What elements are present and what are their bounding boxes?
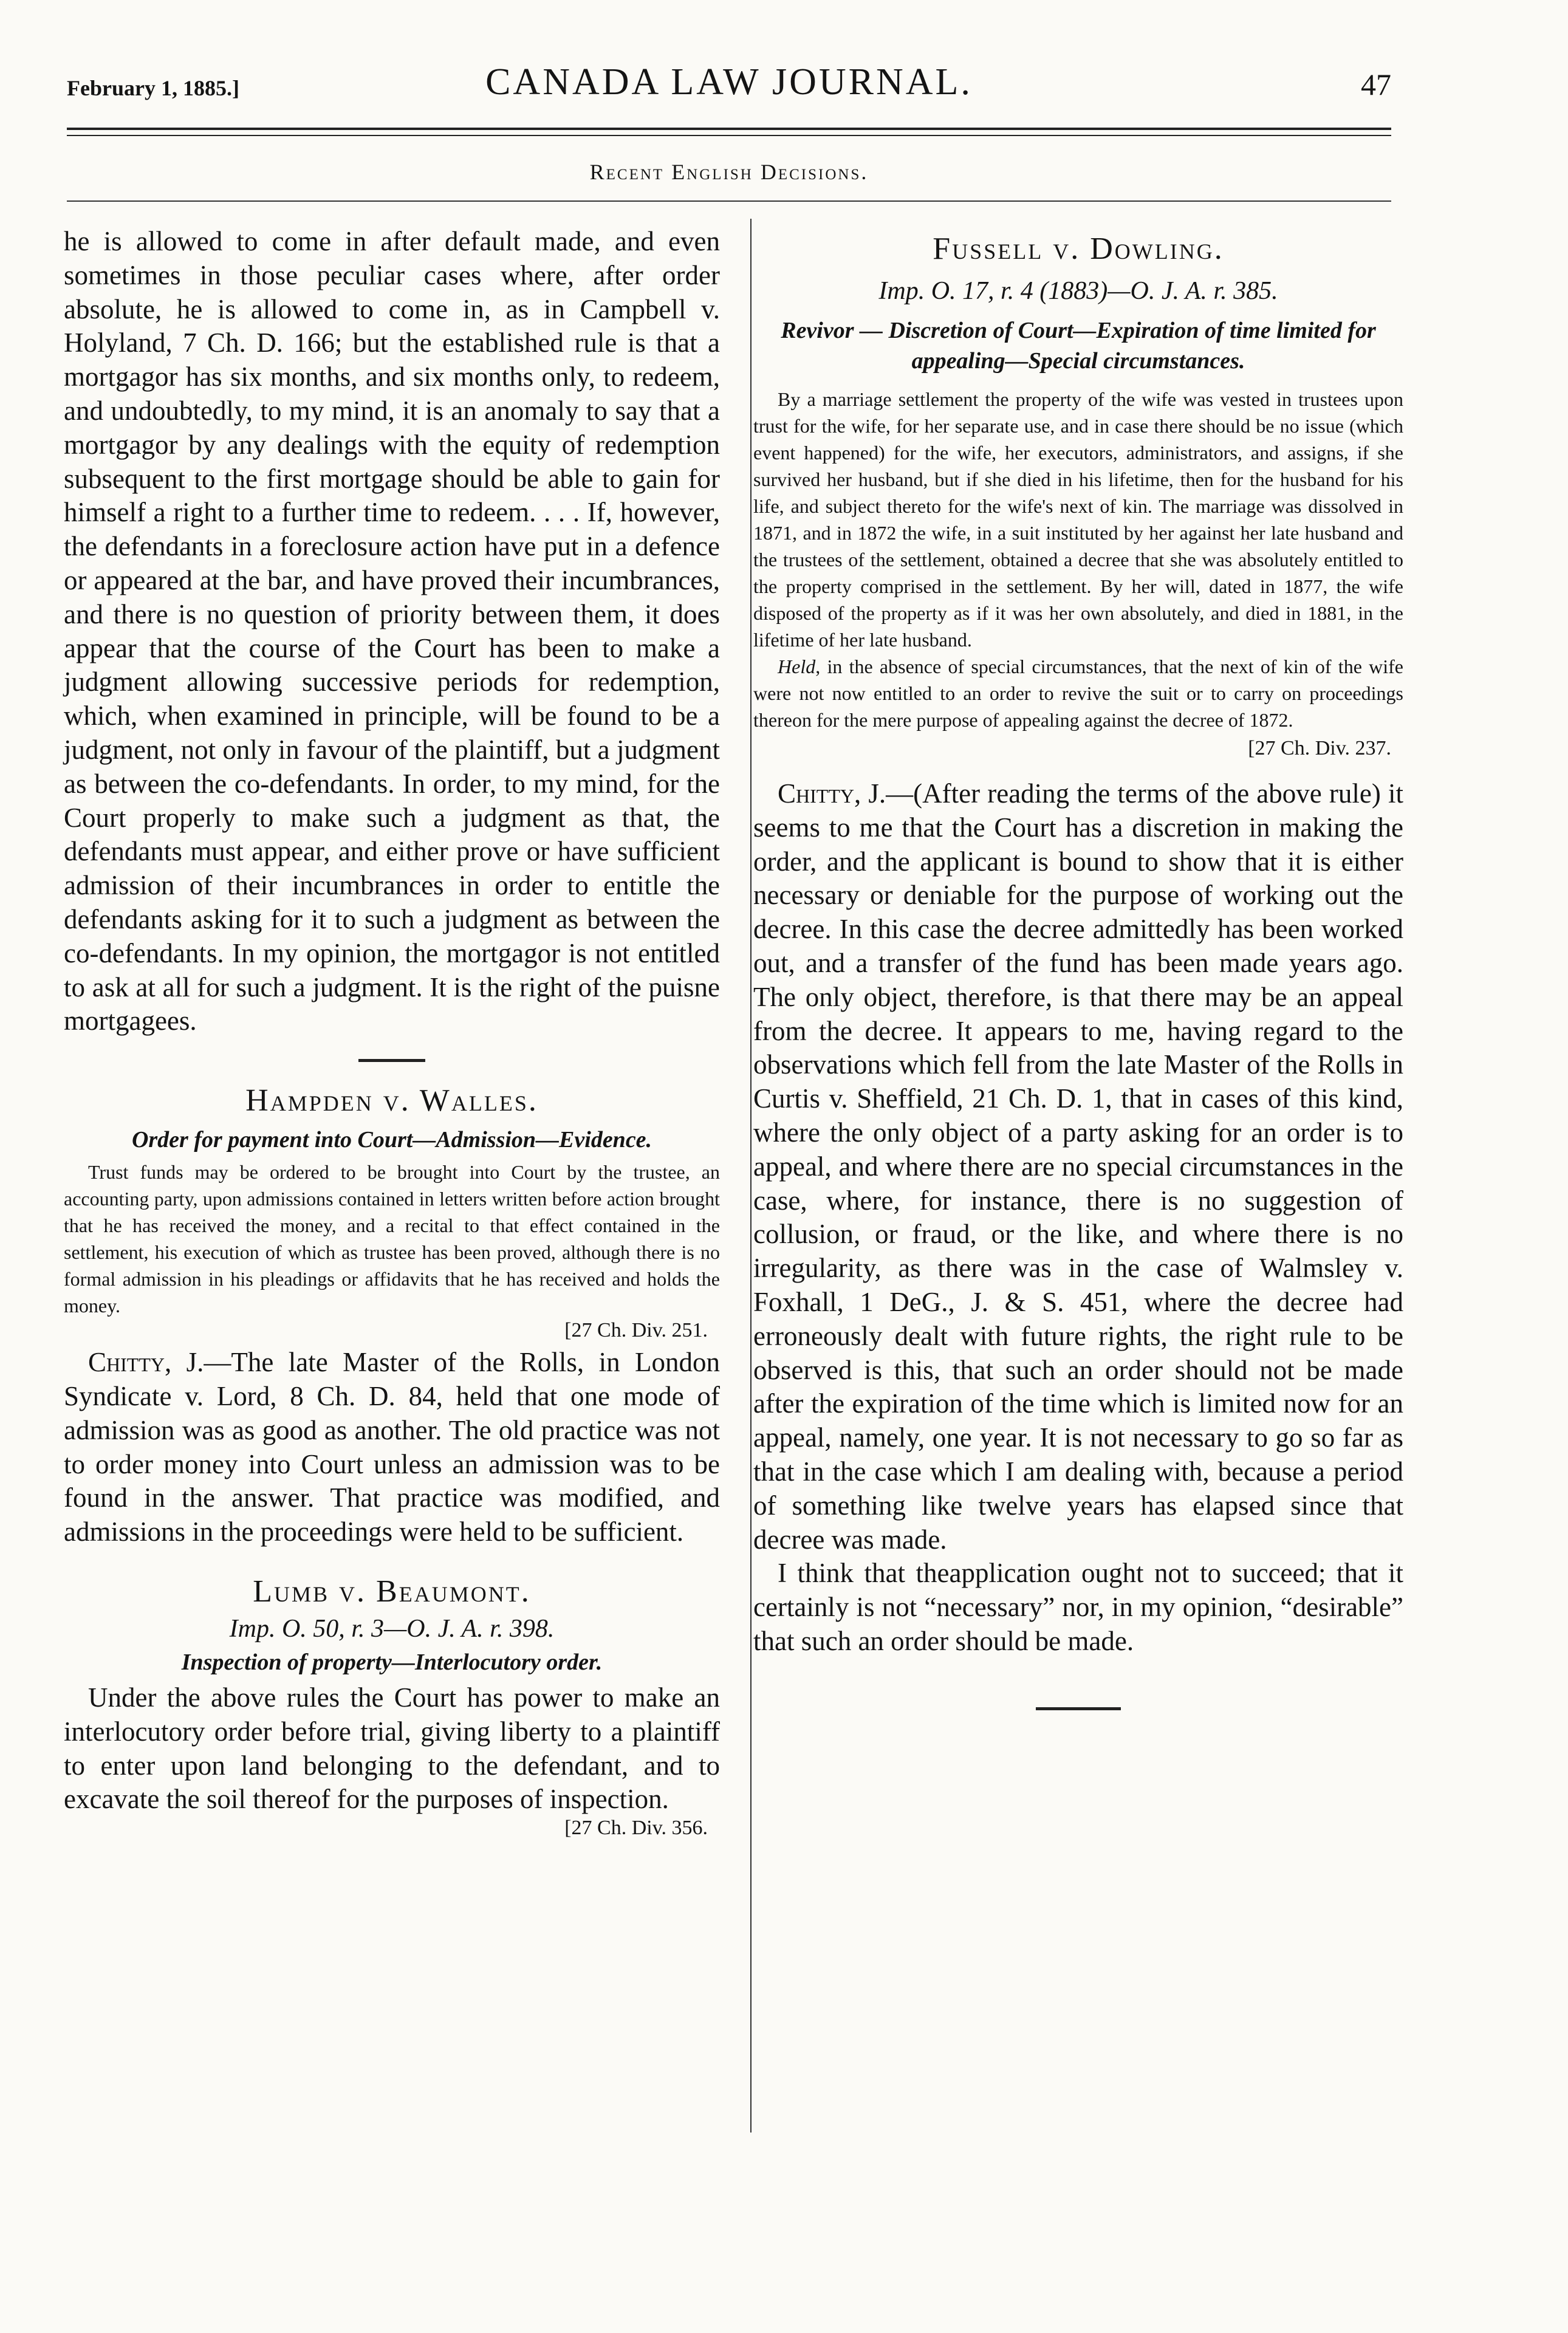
judgment-hampden xyxy=(64,1346,720,1549)
section-title: Recent English Decisions. xyxy=(589,160,869,184)
judgment-text: —(After reading the terms of the above rule) it seems to me that the Court has a discretion in making the order, and the applicant is bound to show that it is either necessary or deniable for the purpose of working out the decree. In this case the decree admittedly has been worked out, and a transfer of the fund has been made years ago. The only object, therefore, is that there may be an appeal from the decree. It appears to me, having regard to the observations which fell from the late Master of the Rolls in Curtis v. Sheffield, 21 Ch. D. 1, that in cases of this kind, where the only object of a party asking for an order is to appeal, and where there are no special circumstances in the case, where, for instance, there is no suggestion of collusion, or fraud, or the like, and where there is no irregularity, as there was in the case of Walmsley v. Foxhall, 1 DeG., J. & S. 451, where the decree had erroneously dealt with future rights, the right rule to be observed is this, that such an order should not be made after the expiration of the time which is limited now for an appeal, namely, one year. It is not necessary to go so far as that in the case which I am dealing with, because a period of something like twelve years has elapsed since that decree was made. xyxy=(753,778,1403,1555)
judgment-conclusion: I think that theapplication ought not to succeed; that it certainly is not “necessary” nor, in my opinion, “desirable” that such an order should be made. xyxy=(753,1558,1403,1656)
rule-reference-lumb: Imp. O. 50, r. 3—O. J. A. r. 398. xyxy=(229,1614,555,1643)
column-divider xyxy=(750,219,751,2133)
section-rule xyxy=(67,200,1391,202)
rule-reference-fussell: Imp. O. 17, r. 4 (1883)—O. J. A. r. 385. xyxy=(878,277,1278,305)
header-rule-thick xyxy=(67,128,1391,130)
held-fussell xyxy=(753,653,1403,733)
right-column xyxy=(753,225,1403,1710)
case-separator xyxy=(358,1059,425,1062)
citation-fussell: [27 Ch. Div. 237. xyxy=(1248,737,1391,759)
judgment-text: —The late Master of the Rolls, in London Syndicate v. Lord, 8 Ch. D. 84, held that one mode of admission was as good as another. The old practice was not to order money into Court unless an admission was to be found in the answer. That practice was modified, and admissions in the proceedings were held to be sufficient. xyxy=(64,1347,720,1547)
judgment-fussell xyxy=(753,777,1403,1557)
judge-name: Chitty, J. xyxy=(88,1347,204,1378)
judge-name: Chitty, J. xyxy=(778,778,886,809)
header-rule-thin xyxy=(67,135,1391,136)
held-text: , in the absence of special circumstances, that the next of kin of the wife were not now entitled to an order to revive the suit or to carry on proceedings thereon for the mere purpose of appealing against the decree of 1872. xyxy=(753,656,1403,731)
headnote-title-hampden: Order for payment into Court—Admission—Evidence. xyxy=(131,1127,652,1153)
case-title-hampden: Hampden v. Walles. xyxy=(245,1083,538,1119)
page-header xyxy=(67,61,1391,122)
case-title-lumb: Lumb v. Beaumont. xyxy=(253,1574,531,1609)
headnote-lumb: Under the above rules the Court has power to make an interlocutory order before trial, giving liberty to a plaintiff to enter upon land belonging to the defendant, and to excavate the soil thereof for the purposes of inspection. xyxy=(64,1682,720,1815)
continued-judgment-text: he is allowed to come in after default made, and even sometimes in those peculiar cases where, after order absolute, he is allowed to come in, as in Campbell v. Holyland, 7 Ch. D. 166; but the established rule is that a mortgagor has six months, and six months only, to redeem, and undoubtedly, to my mind, it is an anomaly to say that a mortgagor by any dealings with the equity of redemption subsequent to the first mortgage should be able to gain for himself a right to a further time to redeem. . . . If, however, the defendants in a foreclosure action have put in a defence or appeared at the bar, and have proved their incumbrances, and there is no question of priority between them, it does appear that the course of the Court has been to make a judgment allowing successive periods for redemption, which, when examined in principle, will be found to be a judgment, not only in favour of the plaintiff, but a judgment as between the co-defendants. In order, to my mind, for the Court properly to make such a judgment as that, the defendants must appear, and either prove or have sufficient admission of their incumbrances in order to entitle the defendants asking for it to such a judgment as between the co-defendants. In my opinion, the mortgagor is not entitled to ask at all for such a judgment. It is the right of the puisne mortgagees. xyxy=(64,226,720,1036)
citation-hampden: [27 Ch. Div. 251. xyxy=(564,1319,708,1342)
headnote-title-fussell: Revivor — Discretion of Court—Expiration of time limited for appealing—Special circumstances. xyxy=(781,318,1376,374)
end-rule xyxy=(1036,1707,1121,1710)
headnote-hampden: Trust funds may be ordered to be brought into Court by the trustee, an accounting party, upon admissions contained in letters written before action brought that he has received the money, and a recital to that effect contained in the settlement, his execution of which as trustee has been proved, although there is no formal admission in his pleadings or affidavits that he has received and holds the money. xyxy=(64,1161,720,1317)
journal-title: CANADA LAW JOURNAL. xyxy=(485,61,973,103)
page-number: 47 xyxy=(1361,67,1391,101)
case-title-fussell: Fussell v. Dowling. xyxy=(933,231,1224,266)
held-label: Held xyxy=(778,656,816,677)
headnote-fussell: By a marriage settlement the property of the wife was vested in trustees upon trust for the wife, for her separate use, and in case there should be no issue (which event happened) for the wife, her executors, administrators, and assigns, if she survived her husband, but if she died in his lifetime, then for the husband for his life, and subject thereto for the wife's next of kin. The marriage was dissolved in 1871, and in 1872 the wife, in a suit instituted by her against her late husband and the trustees of the settlement, obtained a decree that she was absolutely entitled to the property comprised in the settlement. By her will, dated in 1877, the wife disposed of the property as if it was her own absolutely, and died in 1881, in the lifetime of her late husband. xyxy=(753,388,1403,651)
left-column xyxy=(64,225,720,1840)
citation-lumb: [27 Ch. Div. 356. xyxy=(564,1817,708,1840)
issue-date: February 1, 1885.] xyxy=(67,76,239,100)
headnote-title-lumb: Inspection of property—Interlocutory order. xyxy=(181,1649,603,1675)
